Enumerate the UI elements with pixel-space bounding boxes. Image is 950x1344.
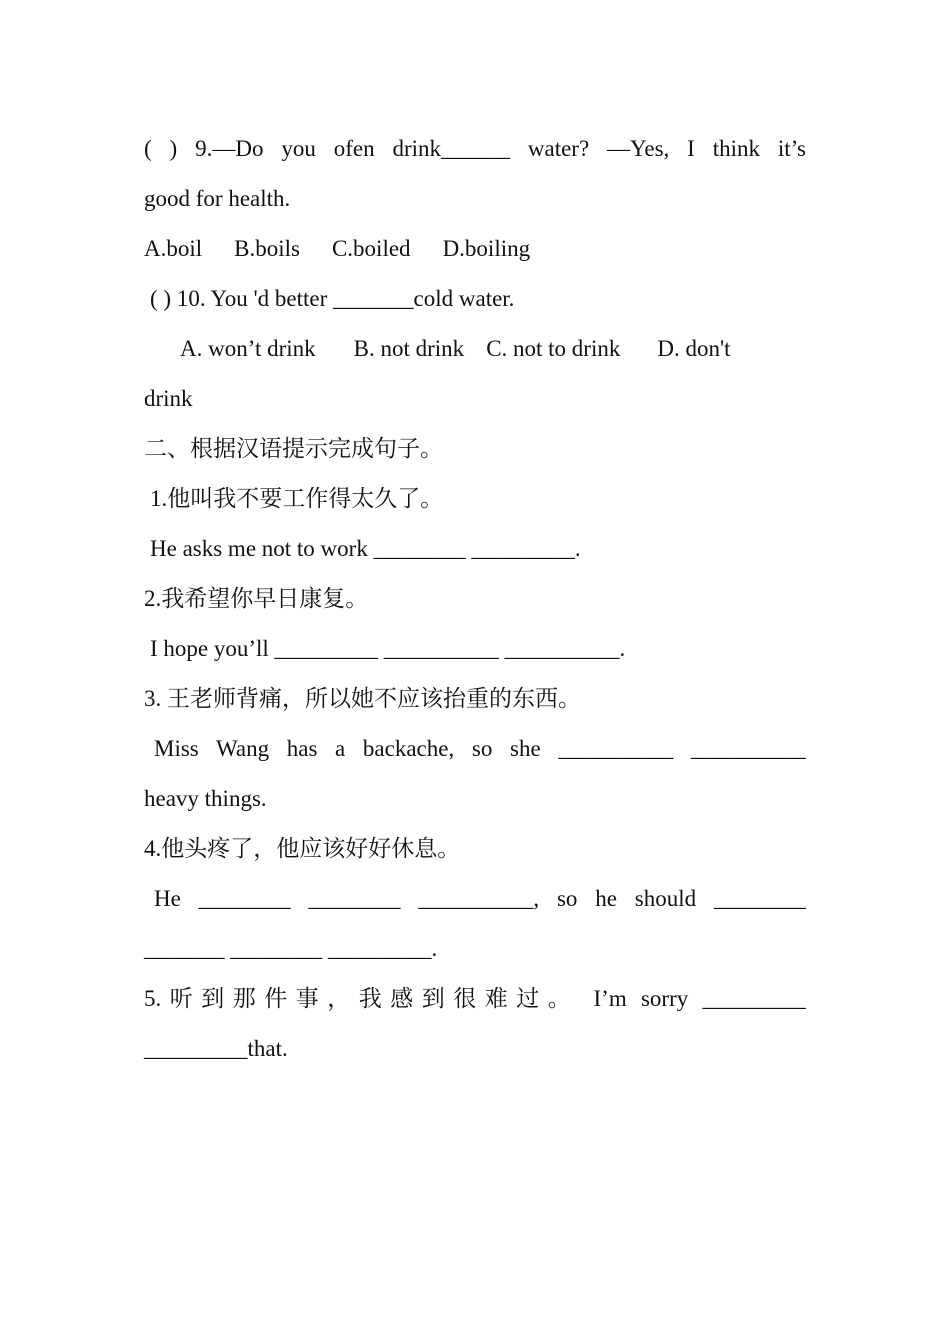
question-10-options	[144, 324, 806, 374]
sentence-3-chinese: 3. 王老师背痛，所以她不应该抬重的东西。	[144, 686, 581, 711]
sentence-2-chinese: 2.我希望你早日康复。	[144, 586, 369, 611]
sentence-4-chinese: 4.他头疼了，他应该好好休息。	[144, 836, 461, 861]
option-a: A. won’t drink	[180, 336, 316, 361]
sentence-1-english: He asks me not to work ________ _________.	[150, 536, 581, 561]
sentence-3-english-line-1: Miss Wang has a backache, so she __________ __________	[154, 736, 806, 761]
worksheet-page	[144, 124, 806, 1074]
question-9-line-1: ( ) 9.—Do you ofen drink______ water? —Yes, I think it’s	[144, 136, 806, 161]
section-2-heading: 二、根据汉语提示完成句子。	[144, 436, 443, 461]
option-d: D.boiling	[442, 236, 531, 261]
option-c: C. not to drink	[486, 336, 621, 361]
sentence-3-english-line-2: heavy things.	[144, 786, 267, 811]
sentence-2-english: I hope you’ll _________ __________ __________.	[150, 636, 626, 661]
option-d: D. don't	[657, 336, 731, 361]
question-10-line-1: ( ) 10. You 'd better _______cold water.	[150, 286, 515, 311]
sentence-5-line-1: 5.听到那件事，我感到很难过。 I’m sorry _________	[144, 986, 806, 1011]
sentence-5-line-2: _________that.	[144, 1036, 288, 1061]
sentence-4-english-line-2: _______ ________ _________.	[144, 936, 438, 961]
question-10-line-3: drink	[144, 386, 193, 411]
question-9-line-2: good for health.	[144, 186, 291, 211]
option-b: B.boils	[234, 236, 300, 261]
question-9-options	[144, 224, 806, 274]
option-b: B. not drink	[353, 336, 465, 361]
sentence-1-chinese: 1.他叫我不要工作得太久了。	[150, 486, 444, 511]
option-a: A.boil	[144, 236, 203, 261]
option-c: C.boiled	[331, 236, 411, 261]
sentence-4-english-line-1: He ________ ________ __________, so he should ________	[154, 886, 806, 911]
